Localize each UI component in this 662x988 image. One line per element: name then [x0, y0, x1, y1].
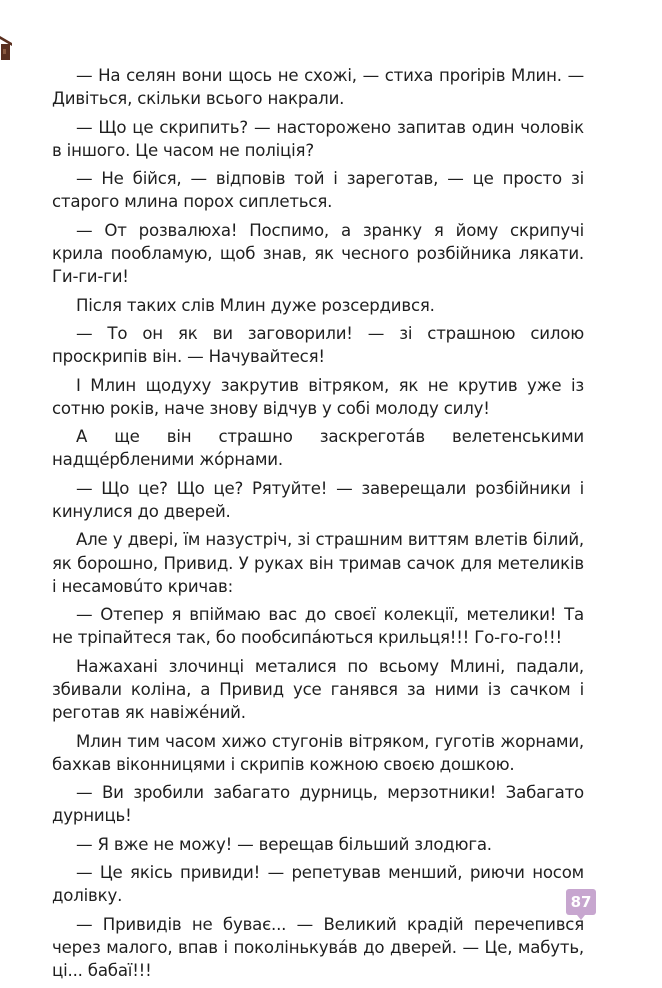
story-text — [52, 64, 584, 988]
house-icon — [0, 30, 12, 60]
paragraph-17: — Привидів не буває... — Великий крадій перечепився через малого, впав і поколінькувáв до дверей. — Це, мабуть, ці... бабаї!!! — [52, 914, 584, 981]
paragraph-4: — От розвалюха! Поспимо, а зранку я йому скрипучі крила пообламую, щоб знав, як чесного розбійника лякати. Ги-ги-ги! — [52, 220, 584, 287]
paragraph-7: І Млин щодуху закрутив вітряком, як не крутив уже із сотню років, наче знову відчув у собі молоду силу! — [52, 375, 584, 418]
paragraph-14: — Ви зробили забагато дурниць, мерзотники! Забагато дурниць! — [52, 783, 584, 826]
paragraph-15: — Я вже не можу! — верещав більший злодюга. — [76, 834, 492, 854]
paragraph-2: — Що це скрипить? — насторожено запитав один чоловік в іншого. Це часом не поліція? — [52, 117, 584, 160]
paragraph-10: Але у двері, їм назустріч, зі страшним виттям влетів білий, як борошно, Привид. У руках він тримав сачок для метеликів і несамовúто кричав: — [52, 530, 584, 596]
paragraph-12: Нажахані злочинці металися по всьому Млині, падали, збивали коліна, а Привид усе ганявся за ними із сачком і реготав як навіжéний. — [52, 656, 584, 723]
paragraph-11: — Отепер я впіймаю вас до своєї колекції, метелики! Та не тріпайтеся так, бо пообсипáються крильця!!! Го-го-го!!! — [52, 605, 584, 648]
paragraph-5: Після таких слів Млин дуже розсердився. — [76, 295, 435, 315]
paragraph-1: — На селян вони щось не схожі, — стиха проripів Млин. — Дивіться, скільки всього накрали. — [52, 66, 584, 109]
paragraph-16: — Це якісь привиди! — репетував менший, риючи носом долівку. — [52, 863, 584, 906]
paragraph-8: А ще він страшно заскреготáв велетенськими надщéрбленими жóрнами. — [52, 427, 584, 470]
paragraph-3: — Не бійся, — відповів той і зареготав, — це просто зі старого млина порох сиплеться. — [52, 169, 584, 212]
page-number-badge: 87 — [566, 889, 596, 915]
paragraph-13: Млин тим часом хижо стугонів вітряком, гуготів жорнами, бахкав віконницями і скрипів кожною своєю дошкою. — [52, 731, 584, 774]
paragraph-9: — Що це? Що це? Рятуйте! — заверещали розбійники і кинулися до дверей. — [52, 478, 584, 521]
paragraph-6: — То он як ви заговорили! — зі страшною силою проскрипів він. — Начувайтеся! — [52, 323, 584, 367]
